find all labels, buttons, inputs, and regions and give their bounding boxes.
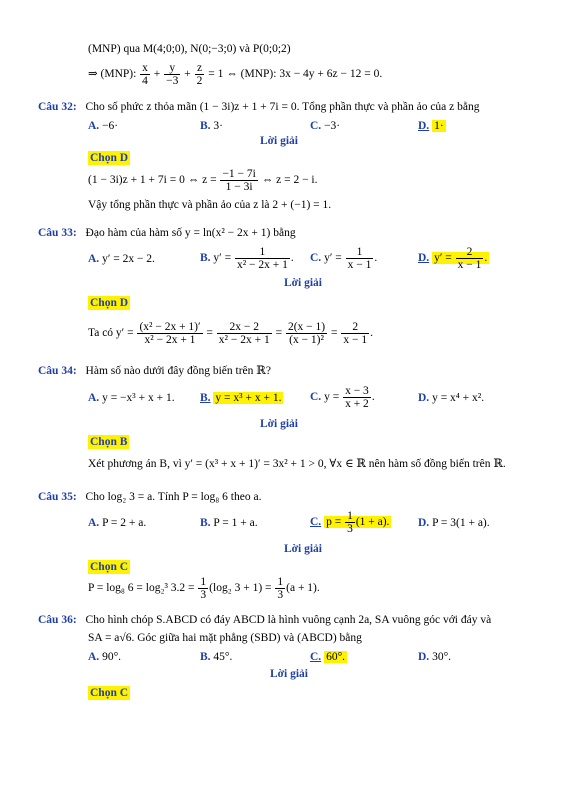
fraction: $\frac{1}{3}$: [347, 509, 353, 535]
fraction: $\frac{z}{2}$: [196, 61, 203, 87]
fraction: $\frac{1}{3}$: [200, 575, 207, 601]
q32-option-b: B. 3·: [200, 120, 224, 132]
q33-option-b: B. y′ = $\frac{1}{\text{x² − 2x + 1}}$ .: [200, 245, 294, 271]
q36-option-d: D. 30°.: [418, 651, 452, 663]
q35-option-b: B. P = 1 + a.: [200, 517, 258, 529]
q34-option-b: B. y = x³ + x + 1.: [200, 392, 282, 404]
q32-option-c: C. −3·: [310, 120, 341, 132]
fraction: $\frac{2}{x - 1}$: [343, 320, 368, 346]
question-label: Câu 33:: [38, 227, 77, 239]
q33-solution-heading: Lời giải: [284, 277, 322, 289]
q35-answer-choice: Chọn C: [90, 561, 129, 573]
question-text: Hàm số nào dưới đây đồng biến trên ℝ?: [85, 365, 271, 377]
q32-solution-line-1: (1 − 3i)z + 1 + 7i = 0 ⇔ z = $\frac{-1 - 7i}{1 - 3i}$ ⇔ z = 2 − i.: [88, 167, 318, 193]
fraction: $\frac{1}{3}$: [277, 575, 284, 601]
prev-line-2: ⇒ (MNP): $\frac{x}{4}$ + $\frac{y}{-3}$ + $\frac{z}{2}$ = 1 ⇔ (MNP): 3x − 4y + 6z − 12 = 0.: [88, 61, 383, 87]
question-label: Câu 36:: [38, 614, 77, 626]
q32-answer-choice: Chọn D: [90, 152, 129, 164]
q33-option-a: A. y′ = 2x − 2.: [88, 253, 155, 265]
question-text: Cho số phức z thỏa mãn (1 − 3i)z + 1 + 7i = 0. Tổng phần thực và phần ảo của z bằng: [85, 101, 480, 113]
q34-answer-choice: Chọn B: [90, 436, 128, 448]
question-36: [38, 613, 491, 627]
q35-option-a: A. P = 2 + a.: [88, 517, 147, 529]
q36-option-c: C. 60°.: [310, 651, 346, 663]
q34-option-a: A. y = −x³ + x + 1.: [88, 392, 175, 404]
fraction: $\frac{y}{-3}$: [166, 61, 179, 87]
q32-option-d: D. 1·: [418, 120, 444, 132]
q32-solution-heading: Lời giải: [260, 135, 298, 147]
q33-option-c: C. y′ = $\frac{1}{x - 1}$ .: [310, 245, 378, 271]
fraction: $\frac{x}{4}$: [142, 61, 148, 87]
question-text-line-2: SA = a√6. Góc giữa hai mặt phẳng (SBD) và (ABCD) bằng: [88, 632, 362, 644]
fraction: $\frac{x - 3}{x + 2}$: [345, 384, 369, 410]
q34-solution-heading: Lời giải: [260, 418, 298, 430]
question-33: [38, 226, 296, 240]
fraction: $\frac{1}{x - 1}$: [347, 245, 372, 271]
q34-option-c: C. y = $\frac{x - 3}{x + 2}$ .: [310, 384, 375, 410]
question-text-line-1: Cho hình chóp S.ABCD có đáy ABCD là hình vuông cạnh 2a, SA vuông góc với đáy và: [85, 614, 492, 626]
q34-option-d: D. y = x⁴ + x².: [418, 392, 485, 404]
q35-solution-line: P = log₈ 6 = log₂³ 3.2 = $\frac{1}{3}$ (log₂ 3 + 1) = $\frac{1}{3}$ (a + 1).: [88, 575, 320, 601]
question-35: [38, 490, 261, 504]
q35-solution-heading: Lời giải: [284, 543, 322, 555]
fraction: $\frac{\text{(x² − 2x + 1)′}}{\text{x² − 2x + 1}}$: [139, 320, 201, 346]
q35-option-c: C. p = $\frac{1}{3}$ (1 + a).: [310, 509, 390, 535]
prev-line-1: (MNP) qua M(4;0;0), N(0;−3;0) và P(0;0;2): [88, 43, 291, 55]
fraction: $\frac{2x - 2}{\text{x² − 2x + 1}}$: [218, 320, 270, 346]
q35-option-d: D. P = 3(1 + a).: [418, 517, 490, 529]
question-label: Câu 32:: [38, 101, 77, 113]
question-label: Câu 34:: [38, 365, 77, 377]
question-label: Câu 35:: [38, 491, 77, 503]
q36-option-a: A. 90°.: [88, 651, 122, 663]
q33-solution-line: Ta có y′ = $\frac{\text{(x² − 2x + 1)′}}{\text{x² − 2x + 1}}$ = $\frac{2x - 2}{\text{x² − 2x + 1}}$ = $\frac{2(x - 1)}{\text{(x − 1)²}}$ = $\frac{2}{x - 1}$ .: [88, 320, 373, 346]
fraction: $\frac{2}{x - 1}$: [457, 245, 482, 271]
fraction: $\frac{-1 - 7i}{1 - 3i}$: [222, 167, 256, 193]
fraction: $\frac{2(x - 1)}{\text{(x − 1)²}}$: [287, 320, 326, 346]
q36-answer-choice: Chọn C: [90, 687, 129, 699]
q32-option-a: A. −6·: [88, 120, 119, 132]
q36-option-b: B. 45°.: [200, 651, 233, 663]
question-text: Đạo hàm của hàm số y = ln(x² − 2x + 1) bằng: [85, 227, 296, 239]
q36-solution-heading: Lời giải: [270, 668, 308, 680]
question-text: Cho log₂ 3 = a. Tính P = log₈ 6 theo a.: [85, 491, 262, 503]
q32-solution-line-2: Vậy tổng phần thực và phần ảo của z là 2 + (−1) = 1.: [88, 199, 332, 211]
question-34: [38, 364, 271, 378]
q34-solution-line: Xét phương án B, vì y′ = (x³ + x + 1)′ = 3x² + 1 > 0, ∀x ∈ ℝ nên hàm số đồng biến trên ℝ.: [88, 458, 506, 470]
question-32: [38, 100, 480, 114]
fraction: $\frac{1}{\text{x² − 2x + 1}}$: [236, 245, 288, 271]
q33-option-d: D. y′ = $\frac{2}{x - 1}$ .: [418, 245, 488, 271]
q33-answer-choice: Chọn D: [90, 297, 129, 309]
